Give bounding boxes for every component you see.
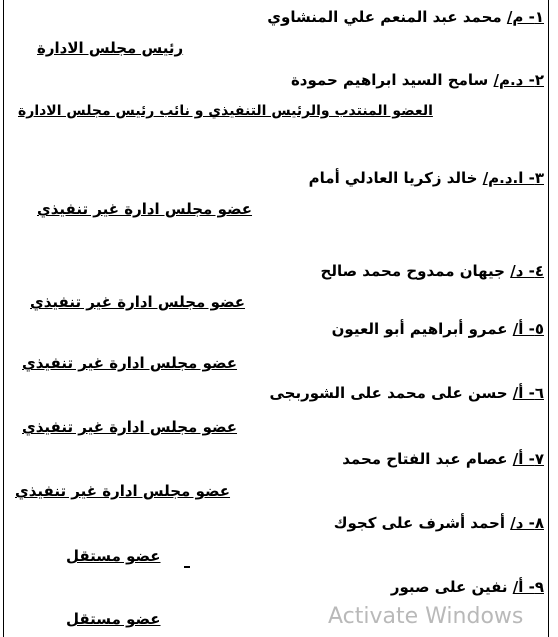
member-9-number: ٩- أ/ [512, 578, 544, 596]
member-1-name: محمد عبد المنعم علي المنشاوي [267, 8, 502, 26]
member-5-number: ٥- أ/ [512, 320, 544, 338]
member-2-name-line [291, 73, 544, 88]
activate-windows-watermark: Activate Windows [328, 604, 524, 629]
member-6-name-line [269, 386, 544, 401]
member-8-name-line [334, 516, 544, 531]
member-3-name: خالد زكريا العادلي أمام [308, 169, 478, 187]
member-9-name-line [391, 580, 544, 595]
member-8-name: أحمد أشرف على كجوك [333, 514, 505, 532]
member-4-role: عضو مجلس ادارة غير تنفيذي [30, 293, 246, 311]
page-left-border [3, 0, 4, 637]
member-8-number: ٨- د/ [510, 514, 544, 532]
member-3-name-line [309, 171, 544, 186]
member-2-role: العضو المنتدب والرئيس التنفيذي و نائب رئيس مجلس الادارة [18, 103, 433, 119]
member-2-number: ٢- د.م/ [493, 71, 544, 89]
member-4-name-line [321, 264, 544, 279]
member-9-role: عضو مستقل [66, 610, 161, 628]
member-1-role: رئيس مجلس الادارة [37, 39, 184, 57]
member-1-name-line [267, 10, 544, 25]
member-5-name-line [332, 322, 544, 337]
member-3-number: ٣- ا.د.م/ [482, 169, 544, 187]
member-7-number: ٧- أ/ [512, 450, 544, 468]
member-7-name: عصام عبد الفتاح محمد [342, 450, 508, 468]
member-5-name: عمرو أبراهيم أبو العيون [331, 320, 508, 338]
member-6-number: ٦- أ/ [512, 384, 544, 402]
stray-mark [184, 566, 190, 568]
member-2-name: سامح السيد ابراهيم حمودة [290, 71, 489, 89]
member-8-role: عضو مستقل [66, 547, 161, 565]
member-1-number: ١- م/ [506, 8, 544, 26]
member-3-role: عضو مجلس ادارة غير تنفيذي [37, 200, 253, 218]
member-6-role: عضو مجلس ادارة غير تنفيذي [22, 418, 238, 436]
member-7-name-line [342, 452, 544, 467]
member-9-name: نفين على صبور [390, 578, 508, 596]
page-right-border [548, 0, 549, 637]
member-4-number: ٤- د/ [510, 262, 544, 280]
member-6-name: حسن على محمد على الشوربجى [269, 384, 508, 402]
member-5-role: عضو مجلس ادارة غير تنفيذي [22, 354, 238, 372]
member-7-role: عضو مجلس ادارة غير تنفيذي [15, 482, 231, 500]
member-4-name: جيهان ممدوح محمد صالح [320, 262, 505, 280]
